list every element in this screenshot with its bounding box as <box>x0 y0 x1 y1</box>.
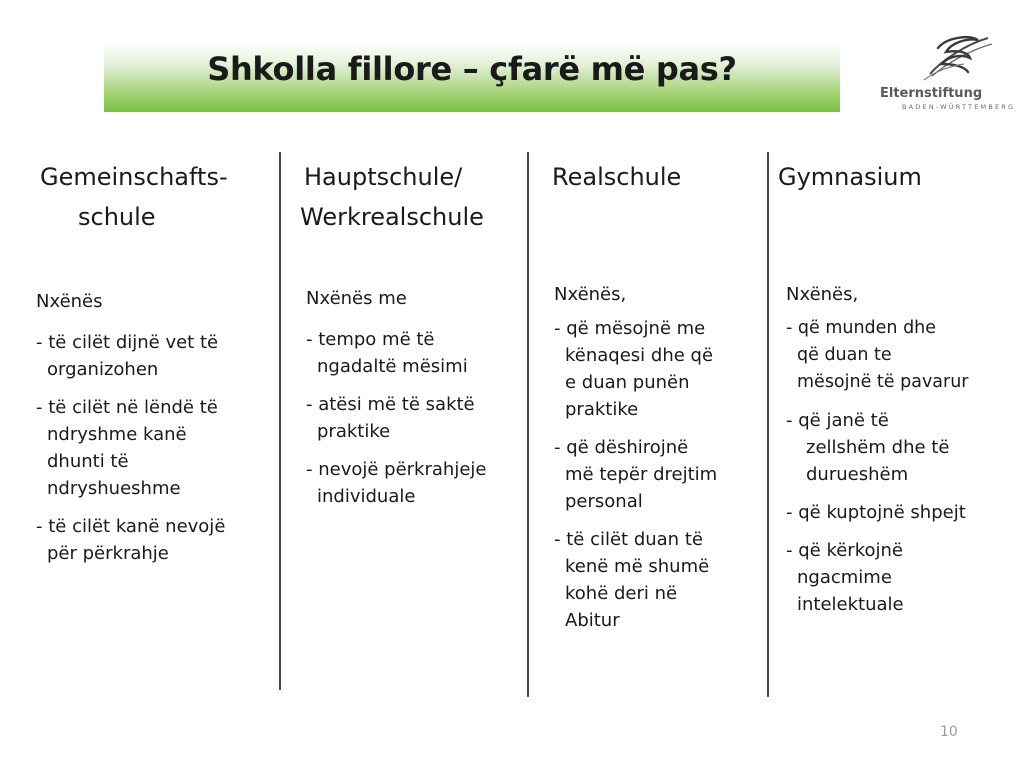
item-line: ndryshme kanë <box>47 424 187 445</box>
item-line: durueshëm <box>806 464 909 485</box>
column-gemeinschaftsschule <box>40 157 228 237</box>
item-line: praktike <box>317 421 391 442</box>
item-line: - atësi më të saktë <box>306 394 475 415</box>
item-line: intelektuale <box>797 594 904 615</box>
heading-line: schule <box>78 203 156 231</box>
list-item <box>306 391 486 445</box>
column-intro: Nxënës, <box>554 284 627 305</box>
item-line: që duan te <box>797 345 892 365</box>
column-heading <box>40 157 228 237</box>
list-item <box>786 315 969 396</box>
column-heading <box>778 157 922 197</box>
column-intro: Nxënës, <box>786 284 859 305</box>
item-line: - që kuptojnë shpejt <box>786 502 966 523</box>
item-line: Abitur <box>565 610 620 631</box>
column-divider <box>279 152 281 690</box>
item-line: për përkrahje <box>47 543 169 564</box>
item-line: - nevojë përkrahjeje <box>306 459 487 480</box>
heading-line: Werkrealschule <box>300 203 484 231</box>
heading-line: Realschule <box>552 163 682 191</box>
item-line: më tepër drejtim <box>565 464 718 485</box>
list-item <box>786 407 969 488</box>
item-line: praktike <box>565 399 639 420</box>
list-item <box>36 394 225 502</box>
column-divider <box>767 152 769 697</box>
item-line: organizohen <box>47 359 159 380</box>
list-item <box>554 434 717 515</box>
page-title: Shkolla fillore – çfarë më pas? <box>207 50 737 88</box>
elternstiftung-logo <box>872 30 1016 116</box>
item-line: - që janë të <box>786 410 889 431</box>
item-line: - që mësojnë me <box>554 318 706 339</box>
heading-line: Hauptschule/ <box>304 163 463 191</box>
item-line: dhunti të <box>47 451 129 472</box>
page-number: 10 <box>940 724 958 740</box>
column-items <box>786 315 969 629</box>
list-item <box>786 537 969 618</box>
list-item <box>306 326 486 380</box>
column-hauptschule <box>300 157 484 237</box>
column-items <box>36 329 225 578</box>
heading-line: Gemeinschafts- <box>40 163 228 191</box>
logo-name: Elternstiftung <box>880 86 983 101</box>
item-line: ngacmime <box>797 567 892 588</box>
logo-subtitle: BADEN-WÜRTTEMBERG <box>902 103 1016 111</box>
item-line: ndryshueshme <box>47 478 181 499</box>
column-intro: Nxënës <box>36 291 103 312</box>
list-item <box>786 499 969 526</box>
column-gymnasium <box>778 157 922 197</box>
item-line: mësojnë të pavarur <box>797 372 969 392</box>
heading-line: Gymnasium <box>778 163 922 191</box>
column-items <box>306 326 486 521</box>
item-line: kënaqesi dhe që <box>565 345 714 366</box>
item-line: personal <box>565 491 643 512</box>
list-item <box>306 456 486 510</box>
logo-swoosh-icon <box>872 30 1002 86</box>
item-line: e duan punën <box>565 372 690 393</box>
column-heading <box>552 157 681 197</box>
item-line: ngadaltë mësimi <box>317 356 468 377</box>
item-line: - të cilët duan të <box>554 529 703 550</box>
title-banner <box>104 42 840 112</box>
list-item <box>554 526 717 634</box>
item-line: - të cilët në lëndë të <box>36 397 218 418</box>
item-line: - që munden dhe <box>786 318 937 338</box>
column-realschule <box>552 157 681 197</box>
item-line: zellshëm dhe të <box>806 437 950 458</box>
column-intro: Nxënës me <box>306 288 407 309</box>
item-line: kohë deri në <box>565 583 678 604</box>
list-item <box>554 315 717 423</box>
item-line: - që kërkojnë <box>786 540 903 561</box>
item-line: - të cilët kanë nevojë <box>36 516 226 537</box>
item-line: individuale <box>317 486 416 507</box>
item-line: kenë më shumë <box>565 556 710 577</box>
item-line: - tempo më të <box>306 329 435 350</box>
column-heading <box>300 157 484 237</box>
column-items <box>554 315 717 645</box>
list-item <box>36 329 225 383</box>
item-line: - që dëshirojnë <box>554 437 689 458</box>
list-item <box>36 513 225 567</box>
item-line: - të cilët dijnë vet të <box>36 332 219 353</box>
column-divider <box>527 152 529 697</box>
